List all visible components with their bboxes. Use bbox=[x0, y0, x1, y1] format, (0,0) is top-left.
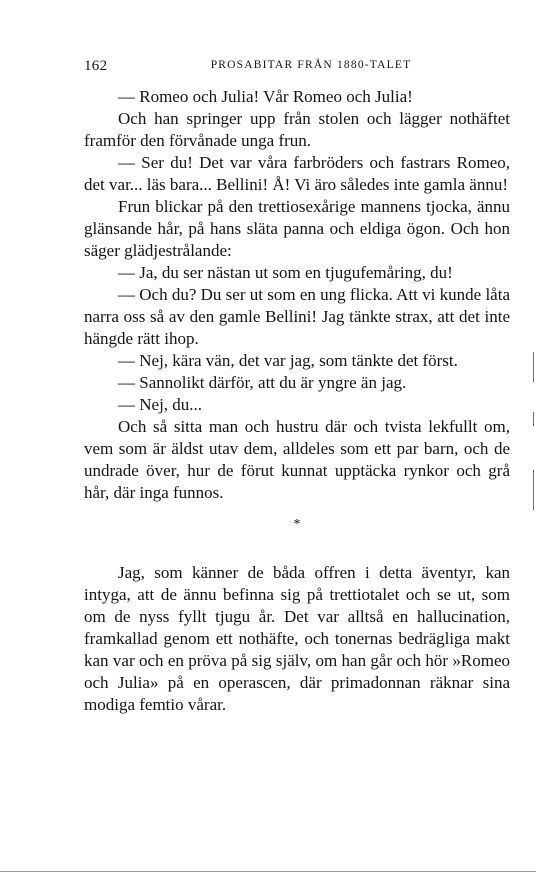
page-header bbox=[84, 58, 488, 78]
paragraph: — Nej, kära vän, det var jag, som tänkte det först. bbox=[118, 351, 458, 370]
paragraph: — Och du? Du ser ut som en ung flicka. Att vi kunde låta narra oss så av den gamle Bellini! Jag tänkte strax, att det inte hängde rätt ihop. bbox=[84, 285, 510, 348]
section-break-asterisk: * bbox=[293, 517, 301, 532]
running-title: PROSABITAR FRÅN 1880-TALET bbox=[210, 59, 412, 71]
scan-edge-mark bbox=[533, 352, 534, 382]
paragraph: — Ja, du ser nästan ut som en tjugufemåring, du! bbox=[118, 263, 453, 282]
paragraph: — Romeo och Julia! Vår Romeo och Julia! bbox=[118, 87, 413, 106]
paragraph: Frun blickar på den trettiosexårige mannens tjocka, ännu glänsande hår, på hans släta panna och eldiga ögon. Och hon säger glädjestrålande: bbox=[84, 197, 510, 260]
paragraph: — Ser du! Det var våra farbröders och fastrars Romeo, det var... läs bara... Bellini! Å! Vi äro således inte gamla ännu! bbox=[84, 153, 510, 194]
paragraph: Och han springer upp från stolen och lägger nothäftet framför den förvånade unga frun. bbox=[84, 109, 510, 150]
paragraph: — Sannolikt därför, att du är yngre än jag. bbox=[118, 373, 407, 392]
page-number: 162 bbox=[84, 58, 108, 74]
paragraph: Jag, som känner de båda offren i detta äventyr, kan intyga, att de ännu befinna sig på trettiotalet och se ut, som om de nyss fyllt tjugu år. Det var alltså en hallucination, framkallad genom ett nothäfte, och tonernas bedrägliga makt kan var och en pröva på sig själv, om han går och hör »Romeo och Julia» på en operascen, där primadonnan räknar sina modiga femtio vårar. bbox=[84, 563, 510, 714]
paragraph: — Nej, du... bbox=[118, 395, 203, 414]
scan-edge-mark bbox=[533, 470, 534, 510]
paragraph: Och så sitta man och hustru där och tvista lekfullt om, vem som är äldst utav dem, alldeles som ett par barn, och de undrade över, hur de förut kunnat upptäcka rynkor och grå hår, där inga funnos. bbox=[84, 417, 510, 502]
scan-edge-mark bbox=[533, 412, 534, 426]
body-text bbox=[84, 86, 510, 716]
scan-bottom-edge bbox=[0, 871, 536, 872]
